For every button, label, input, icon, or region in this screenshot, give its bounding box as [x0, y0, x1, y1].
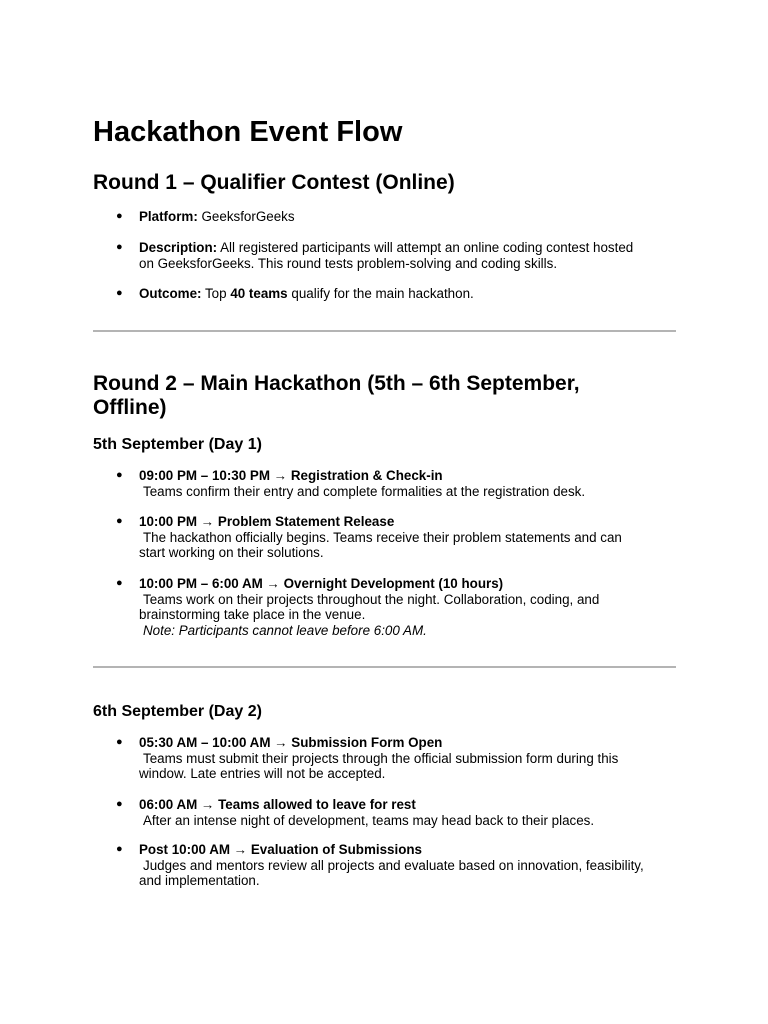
- bullet-icon: ●: [116, 798, 123, 810]
- outcome-post: qualify for the main hackathon.: [291, 286, 474, 301]
- day1-heading: 5th September (Day 1): [93, 436, 262, 453]
- item-title: 10:00 PM → Problem Statement Release: [139, 514, 395, 529]
- item-text-cont: and implementation.: [139, 873, 260, 888]
- list-item-outcome: [93, 286, 676, 302]
- item-text-cont: brainstorming take place in the venue.: [139, 607, 366, 622]
- bullet-icon: ●: [116, 287, 123, 299]
- list-item-problem-release: [93, 514, 676, 561]
- item-text: Teams confirm their entry and complete formalities at the registration desk.: [143, 483, 586, 499]
- bullet-icon: ●: [116, 577, 123, 589]
- list-item-leave-rest: [93, 797, 676, 828]
- list-item-description: [93, 240, 676, 271]
- platform-value: GeeksforGeeks: [201, 209, 295, 224]
- item-title: 09:00 PM – 10:30 PM → Registration & Check-in: [139, 468, 443, 483]
- bullet-icon: ●: [116, 210, 123, 222]
- bullet-icon: ●: [116, 736, 123, 748]
- bullet-icon: ●: [116, 469, 123, 481]
- outcome-label: Outcome:: [139, 286, 202, 301]
- list-item-evaluation: [93, 842, 676, 889]
- round2-heading-line2: Offline): [93, 396, 167, 419]
- item-text: After an intense night of development, teams may head back to their places.: [143, 812, 595, 828]
- item-note: Note: Participants cannot leave before 6:00 AM.: [143, 622, 427, 638]
- round2-heading-line1: Round 2 – Main Hackathon (5th – 6th September,: [93, 372, 580, 395]
- description-label: Description:: [139, 240, 218, 255]
- item-text-cont: start working on their solutions.: [139, 545, 324, 560]
- bullet-icon: ●: [116, 843, 123, 855]
- item-title: 05:30 AM – 10:00 AM → Submission Form Open: [139, 735, 443, 750]
- item-title: 10:00 PM – 6:00 AM → Overnight Development (10 hours): [139, 576, 504, 591]
- list-item-overnight-dev: [93, 576, 676, 638]
- platform-label: Platform:: [139, 209, 198, 224]
- bullet-icon: ●: [116, 515, 123, 527]
- item-text: The hackathon officially begins. Teams receive their problem statements and can: [143, 529, 622, 545]
- list-item-registration: [93, 468, 676, 499]
- round2-heading: [93, 372, 580, 420]
- item-text: Teams must submit their projects through the official submission form during this: [143, 750, 619, 766]
- description-line1: All registered participants will attempt an online coding contest hosted: [220, 240, 634, 255]
- day2-heading: 6th September (Day 2): [93, 703, 262, 720]
- section-divider: [93, 330, 676, 332]
- outcome-pre: Top: [204, 286, 227, 301]
- list-item-platform: [93, 209, 676, 225]
- round1-heading: Round 1 – Qualifier Contest (Online): [93, 171, 455, 194]
- description-line2: on GeeksforGeeks. This round tests problem-solving and coding skills.: [139, 255, 558, 271]
- item-title: 06:00 AM → Teams allowed to leave for rest: [139, 797, 416, 812]
- item-text: Judges and mentors review all projects and evaluate based on innovation, feasibility,: [143, 857, 644, 873]
- item-text-cont: window. Late entries will not be accepted.: [139, 766, 386, 781]
- item-title: Post 10:00 AM → Evaluation of Submissions: [139, 842, 422, 857]
- bullet-icon: ●: [116, 241, 123, 253]
- page-title: Hackathon Event Flow: [93, 116, 403, 148]
- outcome-bold: 40 teams: [230, 286, 288, 301]
- item-text: Teams work on their projects throughout the night. Collaboration, coding, and: [143, 591, 600, 607]
- list-item-submission-form: [93, 735, 676, 782]
- section-divider: [93, 666, 676, 668]
